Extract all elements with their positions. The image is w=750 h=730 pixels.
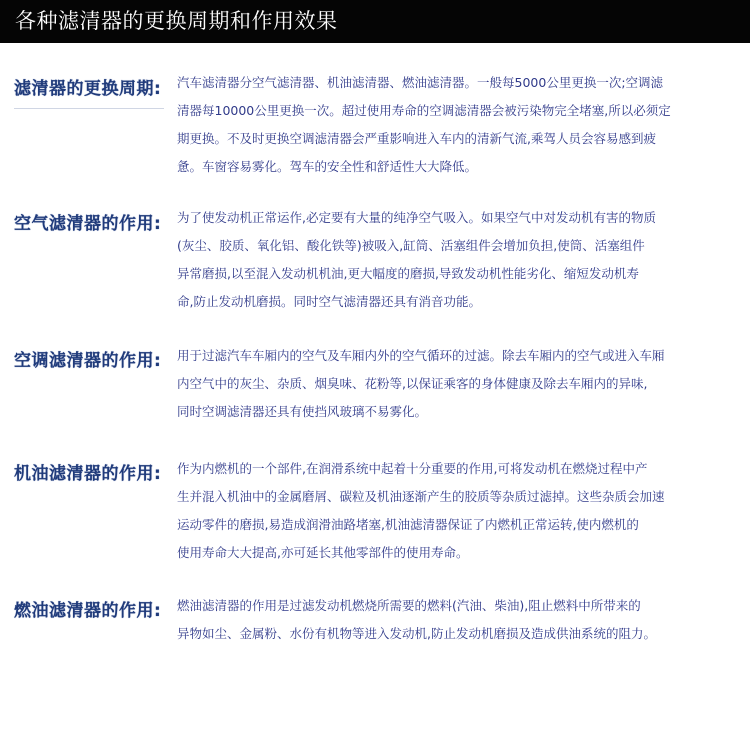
body-line: 汽车滤清器分空气滤清器、机油滤清器、燃油滤清器。一般每5000公里更换一次;空调滤: [177, 75, 664, 90]
body-line: 燃油滤清器的作用是过滤发动机燃烧所需要的燃料(汽油、柴油),阻止燃料中所带来的: [177, 598, 641, 613]
section-body: [177, 73, 737, 185]
body-line: 期更换。不及时更换空调滤清器会严重影响进入车内的清新气流,乘驾人员会容易感到疲: [177, 131, 656, 146]
body-line: (灰尘、胶质、氧化铝、酸化铁等)被吸入,缸筒、活塞组件会增加负担,使筒、活塞组件: [177, 238, 645, 253]
section-label: 滤清器的更换周期:: [14, 79, 162, 99]
body-line: 命,防止发动机磨损。同时空气滤清器还具有消音功能。: [177, 294, 481, 309]
section-label: 燃油滤清器的作用:: [14, 601, 162, 621]
label-underline: [14, 108, 164, 109]
section-body: [177, 346, 737, 430]
body-line: 运动零件的磨损,易造成润滑油路堵塞,机油滤清器保证了内燃机正常运转,使内燃机的: [177, 517, 639, 532]
body-line: 生并混入机油中的金属磨屑、碳粒及机油逐渐产生的胶质等杂质过滤掉。这些杂质会加速: [177, 489, 665, 504]
body-line: 作为内燃机的一个部件,在润滑系统中起着十分重要的作用,可将发动机在燃烧过程中产: [177, 461, 648, 476]
body-line: 清器每10000公里更换一次。超过使用寿命的空调滤清器会被污染物完全堵塞,所以必须定: [177, 103, 671, 118]
body-line: 为了使发动机正常运作,必定要有大量的纯净空气吸入。如果空气中对发动机有害的物质: [177, 210, 656, 225]
header-bar: [0, 0, 750, 43]
page-title: 各种滤清器的更换周期和作用效果: [15, 9, 338, 33]
section-body: [177, 208, 737, 320]
body-line: 惫。车窗容易雾化。驾车的安全性和舒适性大大降低。: [177, 159, 478, 174]
section-label: 空气滤清器的作用:: [14, 214, 162, 234]
body-line: 异常磨损,以至混入发动机机油,更大幅度的磨损,导致发动机性能劣化、缩短发动机寿: [177, 266, 639, 281]
body-line: 用于过滤汽车车厢内的空气及车厢内外的空气循环的过滤。除去车厢内的空气或进入车厢: [177, 348, 665, 363]
section-label: 空调滤清器的作用:: [14, 351, 162, 371]
body-line: 使用寿命大大提高,亦可延长其他零部件的使用寿命。: [177, 545, 469, 560]
body-line: 异物如尘、金属粉、水份有机物等进入发动机,防止发动机磨损及造成供油系统的阻力。: [177, 626, 656, 641]
body-line: 同时空调滤清器还具有使挡风玻璃不易雾化。: [177, 404, 428, 419]
section-body: [177, 596, 737, 652]
section-body: [177, 459, 737, 571]
section-label: 机油滤清器的作用:: [14, 464, 162, 484]
body-line: 内空气中的灰尘、杂质、烟臭味、花粉等,以保证乘客的身体健康及除去车厢内的异味,: [177, 376, 648, 391]
